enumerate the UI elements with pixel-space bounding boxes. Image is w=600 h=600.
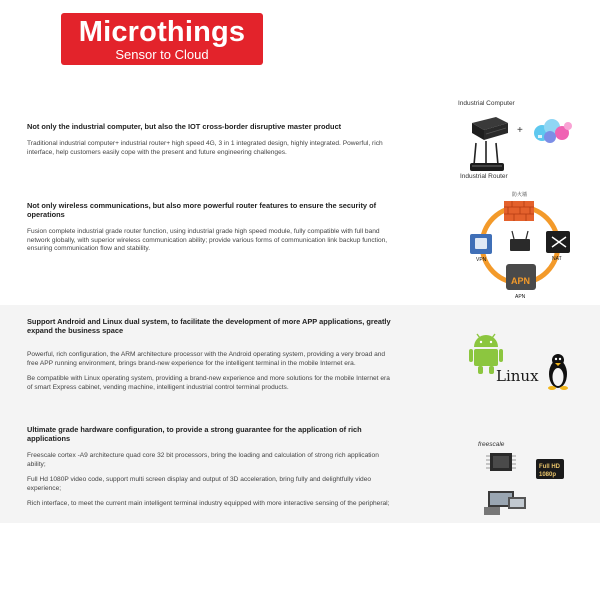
section-paragraph: Full Hd 1080P video code, support multi screen display and output of 3D acceleration, bring fully and delightfully video experience; [27, 476, 372, 492]
section-text [27, 317, 397, 392]
section-paragraph: Freescale cortex -A9 architecture quad core 32 bit processors, bring the loading and calculation of strong rich application ability; [27, 452, 379, 468]
industrial-computer-router-image [462, 107, 582, 179]
firewall-label: 防火墙 [512, 192, 528, 198]
logo-name: Microthings [78, 16, 246, 48]
linux-label: Linux [496, 367, 539, 385]
section-text [27, 122, 397, 157]
section-text [27, 425, 397, 509]
hd-1080p-label: 1080p [539, 472, 557, 478]
industrial-computer-caption: Industrial Computer [458, 100, 515, 107]
feature-section-iot [0, 95, 600, 187]
full-hd-label: Full HD [539, 464, 560, 470]
hardware-features-image [476, 437, 586, 517]
section-paragraph: Fusion complete industrial grade router function, using industrial grade high speed module, fully compatible with full band network globally, with superior wireless communication ability; provide various forms of communication link backup function, ensuring communication flow and stability. [27, 228, 388, 253]
feature-section-hardware [0, 413, 600, 523]
brand-logo [61, 13, 263, 65]
feature-section-os [0, 305, 600, 413]
plus-sign: + [517, 125, 523, 136]
section-heading: Ultimate grade hardware configuration, to provide a strong guarantee for the application of rich applications [27, 425, 362, 443]
apn-label: APN [515, 294, 526, 300]
section-paragraph: Powerful, rich configuration, the ARM architecture processor with the Android operating system, providing a very broad and free APP running environment, brings brand-new experience for the intelligent terminal in the mobile Internet era. [27, 351, 386, 367]
android-linux-logos [466, 329, 581, 399]
section-heading: Support Android and Linux dual system, to facilitate the development of more APP applications, greatly expand the business space [27, 317, 391, 335]
section-paragraph: Be compatible with Linux operating system, providing a brand-new experience and more solutions for the mobile Internet era of smart Express cabinet, vending machine, intelligent industrial control terminal products. [27, 375, 390, 391]
section-heading: Not only the industrial computer, but also the IOT cross-border disruptive master product [27, 122, 342, 131]
router-features-diagram [462, 189, 580, 302]
feature-section-router [0, 187, 600, 302]
freescale-brand: freescale [478, 441, 505, 448]
section-paragraph: Traditional industrial computer+ industrial router+ high speed 4G, 3 in 1 integrated design, highly integrated. Powerful, rich interface, help customers easily cope with the present and future engineering challenges. [27, 140, 383, 156]
section-paragraph: Rich interface, to meet the current main intelligent terminal industry equipped with more interactive sensing of the peripheral; [27, 500, 390, 508]
section-heading: Not only wireless communications, but also more powerful router features to ensure the security of operations [27, 201, 377, 219]
tux-penguin-icon [548, 354, 568, 390]
industrial-router-caption: Industrial Router [460, 173, 508, 180]
section-text [27, 201, 397, 254]
nat-label: NAT [552, 256, 562, 262]
logo-tagline: Sensor to Cloud [115, 47, 209, 62]
apn-tile-label: APN [511, 276, 531, 286]
vpn-label: VPN [476, 257, 487, 263]
